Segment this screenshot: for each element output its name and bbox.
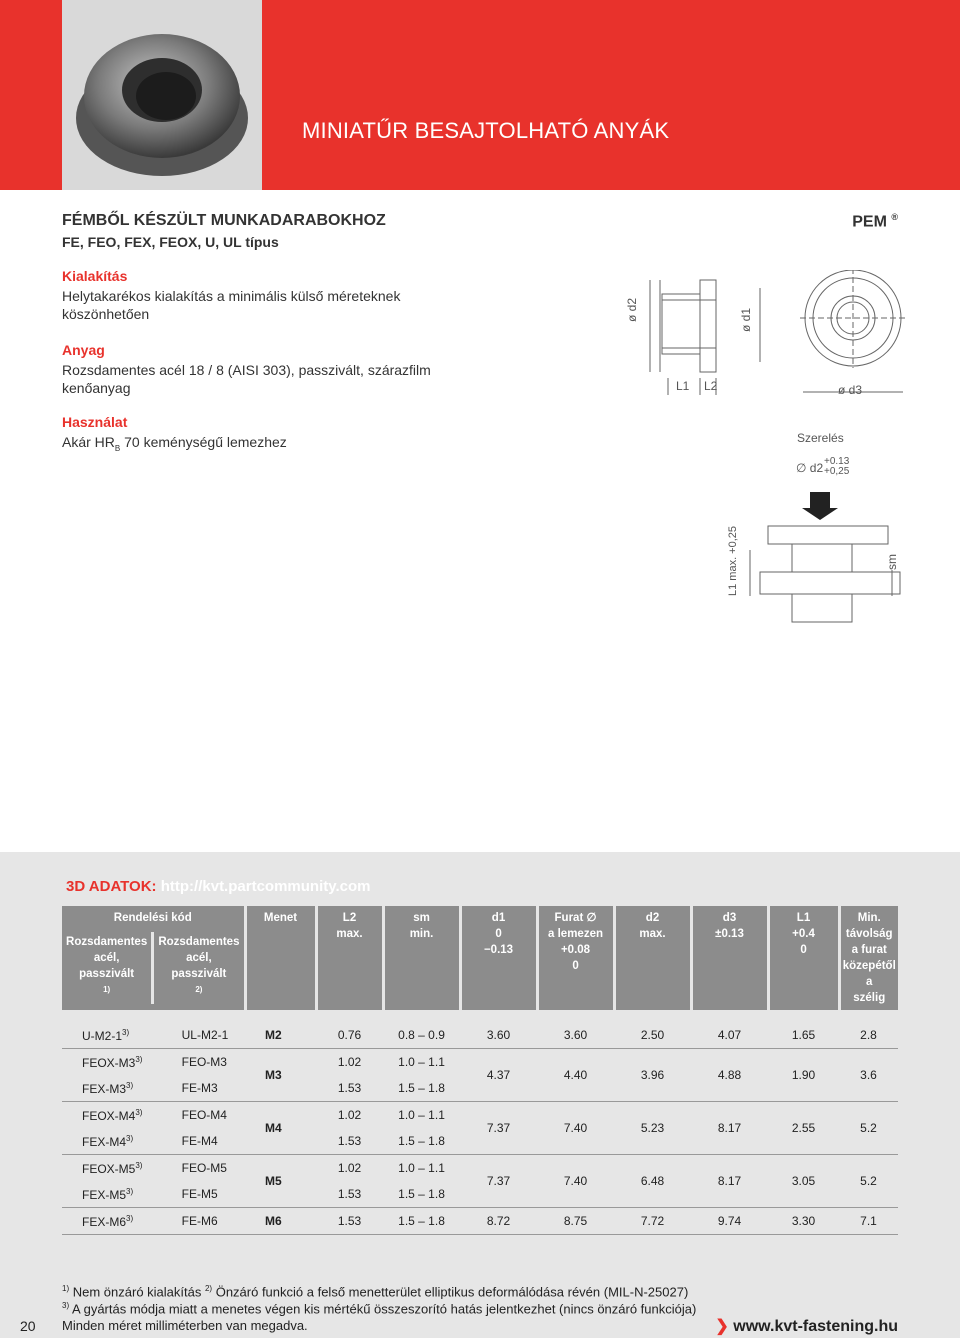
- sm-header: sm min.: [383, 906, 460, 1010]
- table-row: FEX-M5$^{3)}$ FE-M5 1.53 1.5 – 1.8: [82, 1186, 445, 1202]
- sm-label: sm: [885, 554, 899, 570]
- table-row: FEX-M4$^{3)}$ FE-M4 1.53 1.5 – 1.8: [82, 1133, 445, 1149]
- kialakitas-title: Kialakítás: [62, 268, 128, 284]
- l1-label: L1: [676, 379, 690, 393]
- d3-label: ø d3: [838, 383, 863, 397]
- spec-table: [62, 906, 898, 1235]
- szereles-label: Szerelés: [797, 431, 844, 445]
- installation-drawing: [700, 420, 910, 650]
- anyag-text: Rozsdamentes acél 18 / 8 (AISI 303), passzivált, szárazfilm kenőanyag: [62, 362, 431, 396]
- tolerance-label: ∅ d2: [796, 461, 824, 475]
- 3d-data-link[interactable]: 3D ADATOK: http://kvt.partcommunity.com: [66, 878, 371, 895]
- footnote-1-2: $^{1)}$ Nem önzáró kialakítás $^{2)}$ Önzáró funkció a felső menetterület elliptikus deformálódása révén (MIL-N-25027): [62, 1284, 689, 1300]
- d2-label: ø d2: [625, 297, 639, 322]
- col1-header: Rozsdamentes acél, passzivált $^{1)}$: [66, 936, 148, 994]
- table-row: FEOX-M4$^{3)}$ FEO-M4 M4 1.02 1.0 – 1.1 7.37 7.40 5.23 8.17 2.55 5.2: [62, 1102, 898, 1129]
- website-link[interactable]: ❯ www.kvt-fastening.hu: [715, 1318, 898, 1335]
- d1-label: ø d1: [739, 307, 753, 332]
- l2-header: L2 max.: [316, 906, 383, 1010]
- chevron-right-icon: ❯: [715, 1318, 729, 1335]
- tolerance-plus: +0.13: [824, 456, 850, 467]
- hasznalat-title: Használat: [62, 414, 128, 430]
- l1-max-label: L1 max. +0,25: [727, 525, 739, 596]
- table-row: U-M2-1$^{3)}$ UL-M2-1 M2 0.76 0.8 – 0.9 3.60 3.60 2.50 4.07 1.65 2.8: [82, 1027, 877, 1043]
- hasznalat-text: Akár $HR_B$ 70 keménységű lemezhez: [62, 434, 287, 453]
- table-row: FEOX-M5$^{3)}$ FEO-M5 M5 1.02 1.0 – 1.1 7.37 7.40 6.48 8.17 3.05 5.2: [62, 1155, 898, 1182]
- d3-header: d3 ±0.13: [691, 906, 768, 1010]
- product-photo: [62, 0, 262, 190]
- L1-header: L1 +0.4 0: [768, 906, 839, 1010]
- l2-label: L2: [704, 379, 718, 393]
- menet-header: Menet: [245, 906, 316, 1010]
- nut-technical-drawing: [610, 270, 910, 410]
- press-arrow-icon: [802, 492, 838, 520]
- table-row: FEX-M3$^{3)}$ FE-M3 1.53 1.5 – 1.8: [82, 1080, 445, 1096]
- page-number: 20: [20, 1318, 36, 1334]
- section-subheading: FE, FEO, FEX, FEOX, U, UL típus: [62, 234, 279, 250]
- order-code-header: Rendelési kód Rozsdamentes acél, passzivált $^{1)}$ Rozsdamentes acél, passzivált $^{2)}$: [62, 906, 245, 1010]
- table-row: FEOX-M3$^{3)}$ FEO-M3 M3 1.02 1.0 – 1.1 4.37 4.40 3.96 4.88 1.90 3.6: [62, 1049, 898, 1076]
- section-heading: FÉMBŐL KÉSZÜLT MUNKADARABOKHOZ: [62, 212, 386, 229]
- brand-label: PEM ®: [852, 212, 898, 231]
- anyag-title: Anyag: [62, 342, 105, 358]
- table-row: [62, 1010, 898, 1022]
- table-row: FEX-M6$^{3)}$ FE-M6 M6 1.53 1.5 – 1.8 8.72 8.75 7.72 9.74 3.30 7.1: [62, 1208, 898, 1235]
- d1-header: d1 0 −0.13: [460, 906, 537, 1010]
- min-distance-header: Min. távolság a furat közepétől a szélig: [839, 906, 898, 1010]
- kialakitas-text: Helytakarékos kialakítás a minimális külső méreteknek köszönhetően: [62, 288, 401, 322]
- tolerance-minus: +0,25: [824, 466, 850, 477]
- col2-header: Rozsdamentes acél, passzivált $^{2)}$: [151, 932, 243, 1004]
- furat-header: Furat ∅ a lemezen +0.08 0: [537, 906, 614, 1010]
- d2-header: d2 max.: [614, 906, 691, 1010]
- footnote-units: Minden méret milliméterben van megadva.: [62, 1318, 308, 1333]
- footnote-3: $^{3)}$ A gyártás módja miatt a menetes végen kis mértékű összeszorító hatás jelentkezhet (nincs önzáró funkciója): [62, 1301, 697, 1317]
- banner-title: MINIATŰR BESAJTOLHATÓ ANYÁK: [302, 118, 670, 143]
- title-banner: [0, 0, 960, 190]
